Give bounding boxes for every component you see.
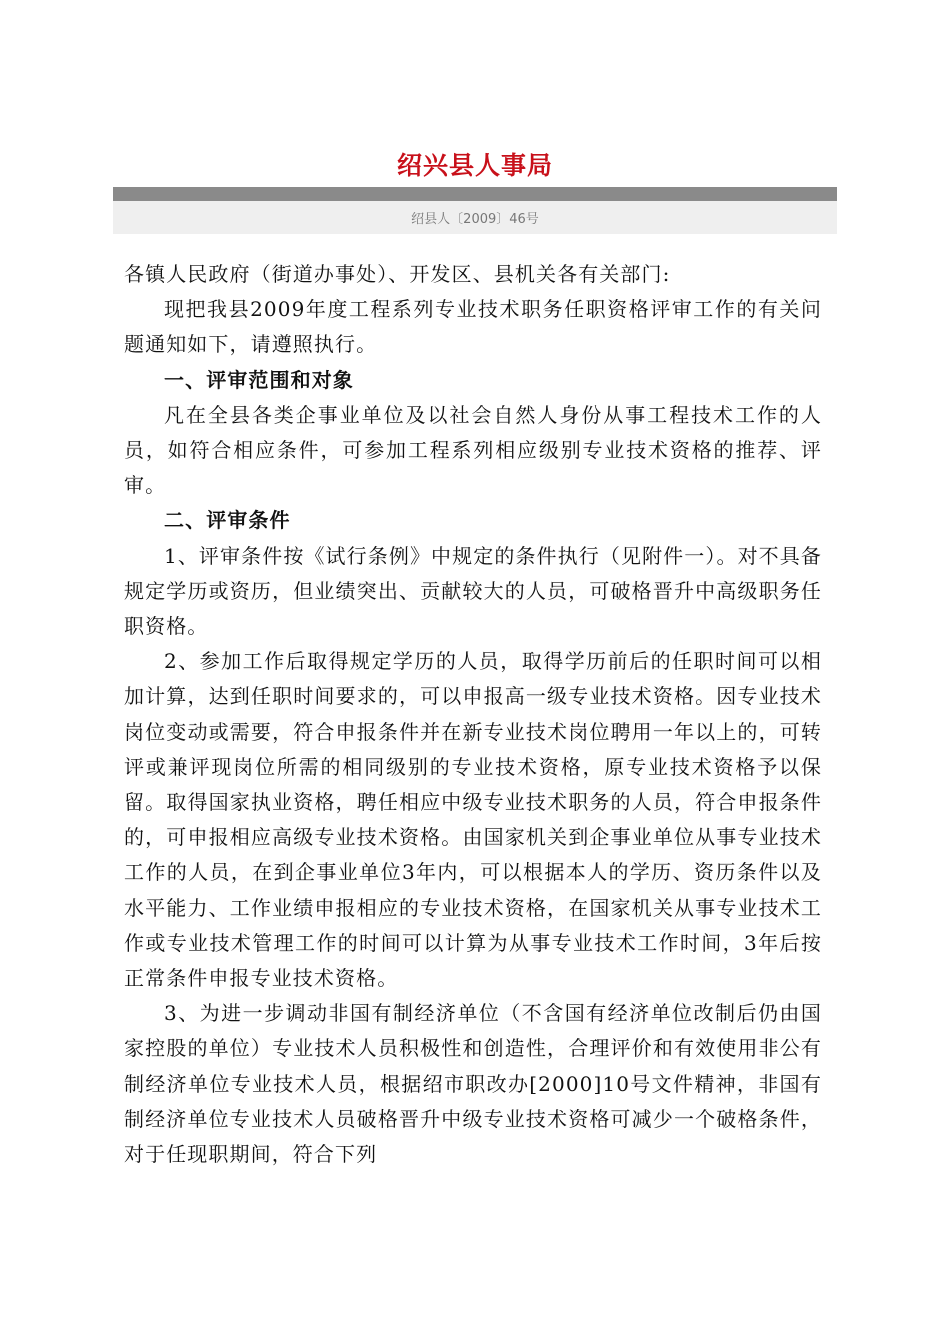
section-heading-1: 一、评审范围和对象 xyxy=(164,367,354,392)
condition-item-3: 3、为进一步调动非国有制经济单位（不含国有经济单位改制后仍由国家控股的单位）专业技术人员积极性和创造性，合理评价和有效使用非公有制经济单位专业技术人员，根据绍市职改办[2000]10号文件精神，非国有制经济单位专业技术人员破格晋升中级专业技术资格可减少一个破格条件，对于任现职期间，符合下列 xyxy=(124,1001,822,1167)
doc-number-bar xyxy=(113,201,837,234)
document-title: 绍兴县人事局 xyxy=(396,151,553,180)
condition-item-1: 1、评审条件按《试行条例》中规定的条件执行（见附件一）。对不具备规定学历或资历，但业绩突出、贡献较大的人员，可破格晋升中高级职务任职资格。 xyxy=(124,543,822,639)
section-heading-2: 二、评审条件 xyxy=(164,508,291,533)
salutation: 各镇人民政府（街道办事处）、开发区、县机关各有关部门: xyxy=(124,262,671,286)
section-1-paragraph: 凡在全县各类企事业单位及以社会自然人身份从事工程技术工作的人员，如符合相应条件，可参加工程系列相应级别专业技术资格的推荐、评审。 xyxy=(124,402,822,498)
intro-paragraph: 现把我县2009年度工程系列专业技术职务任职资格评审工作的有关问题通知如下，请遵照执行。 xyxy=(124,297,822,357)
document-body xyxy=(124,257,822,1172)
header-divider-bar xyxy=(113,187,837,201)
doc-number: 绍县人〔2009〕46号 xyxy=(411,212,539,227)
condition-item-2: 2、参加工作后取得规定学历的人员，取得学历前后的任职时间可以相加计算，达到任职时间要求的，可以申报高一级专业技术资格。因专业技术岗位变动或需要，符合申报条件并在新专业技术岗位聘用一年以上的，可转评或兼评现岗位所需的相同级别的专业技术资格，原专业技术资格予以保留。取得国家执业资格，聘任相应中级专业技术职务的人员，符合申报条件的，可申报相应高级专业技术资格。由国家机关到企事业单位从事专业技术工作的人员，在到企事业单位3年内，可以根据本人的学历、资历条件以及水平能力、工作业绩申报相应的专业技术资格，在国家机关从事专业技术工作或专业技术管理工作的时间可以计算为从事专业技术工作时间，3年后按正常条件申报专业技术资格。 xyxy=(124,649,822,991)
